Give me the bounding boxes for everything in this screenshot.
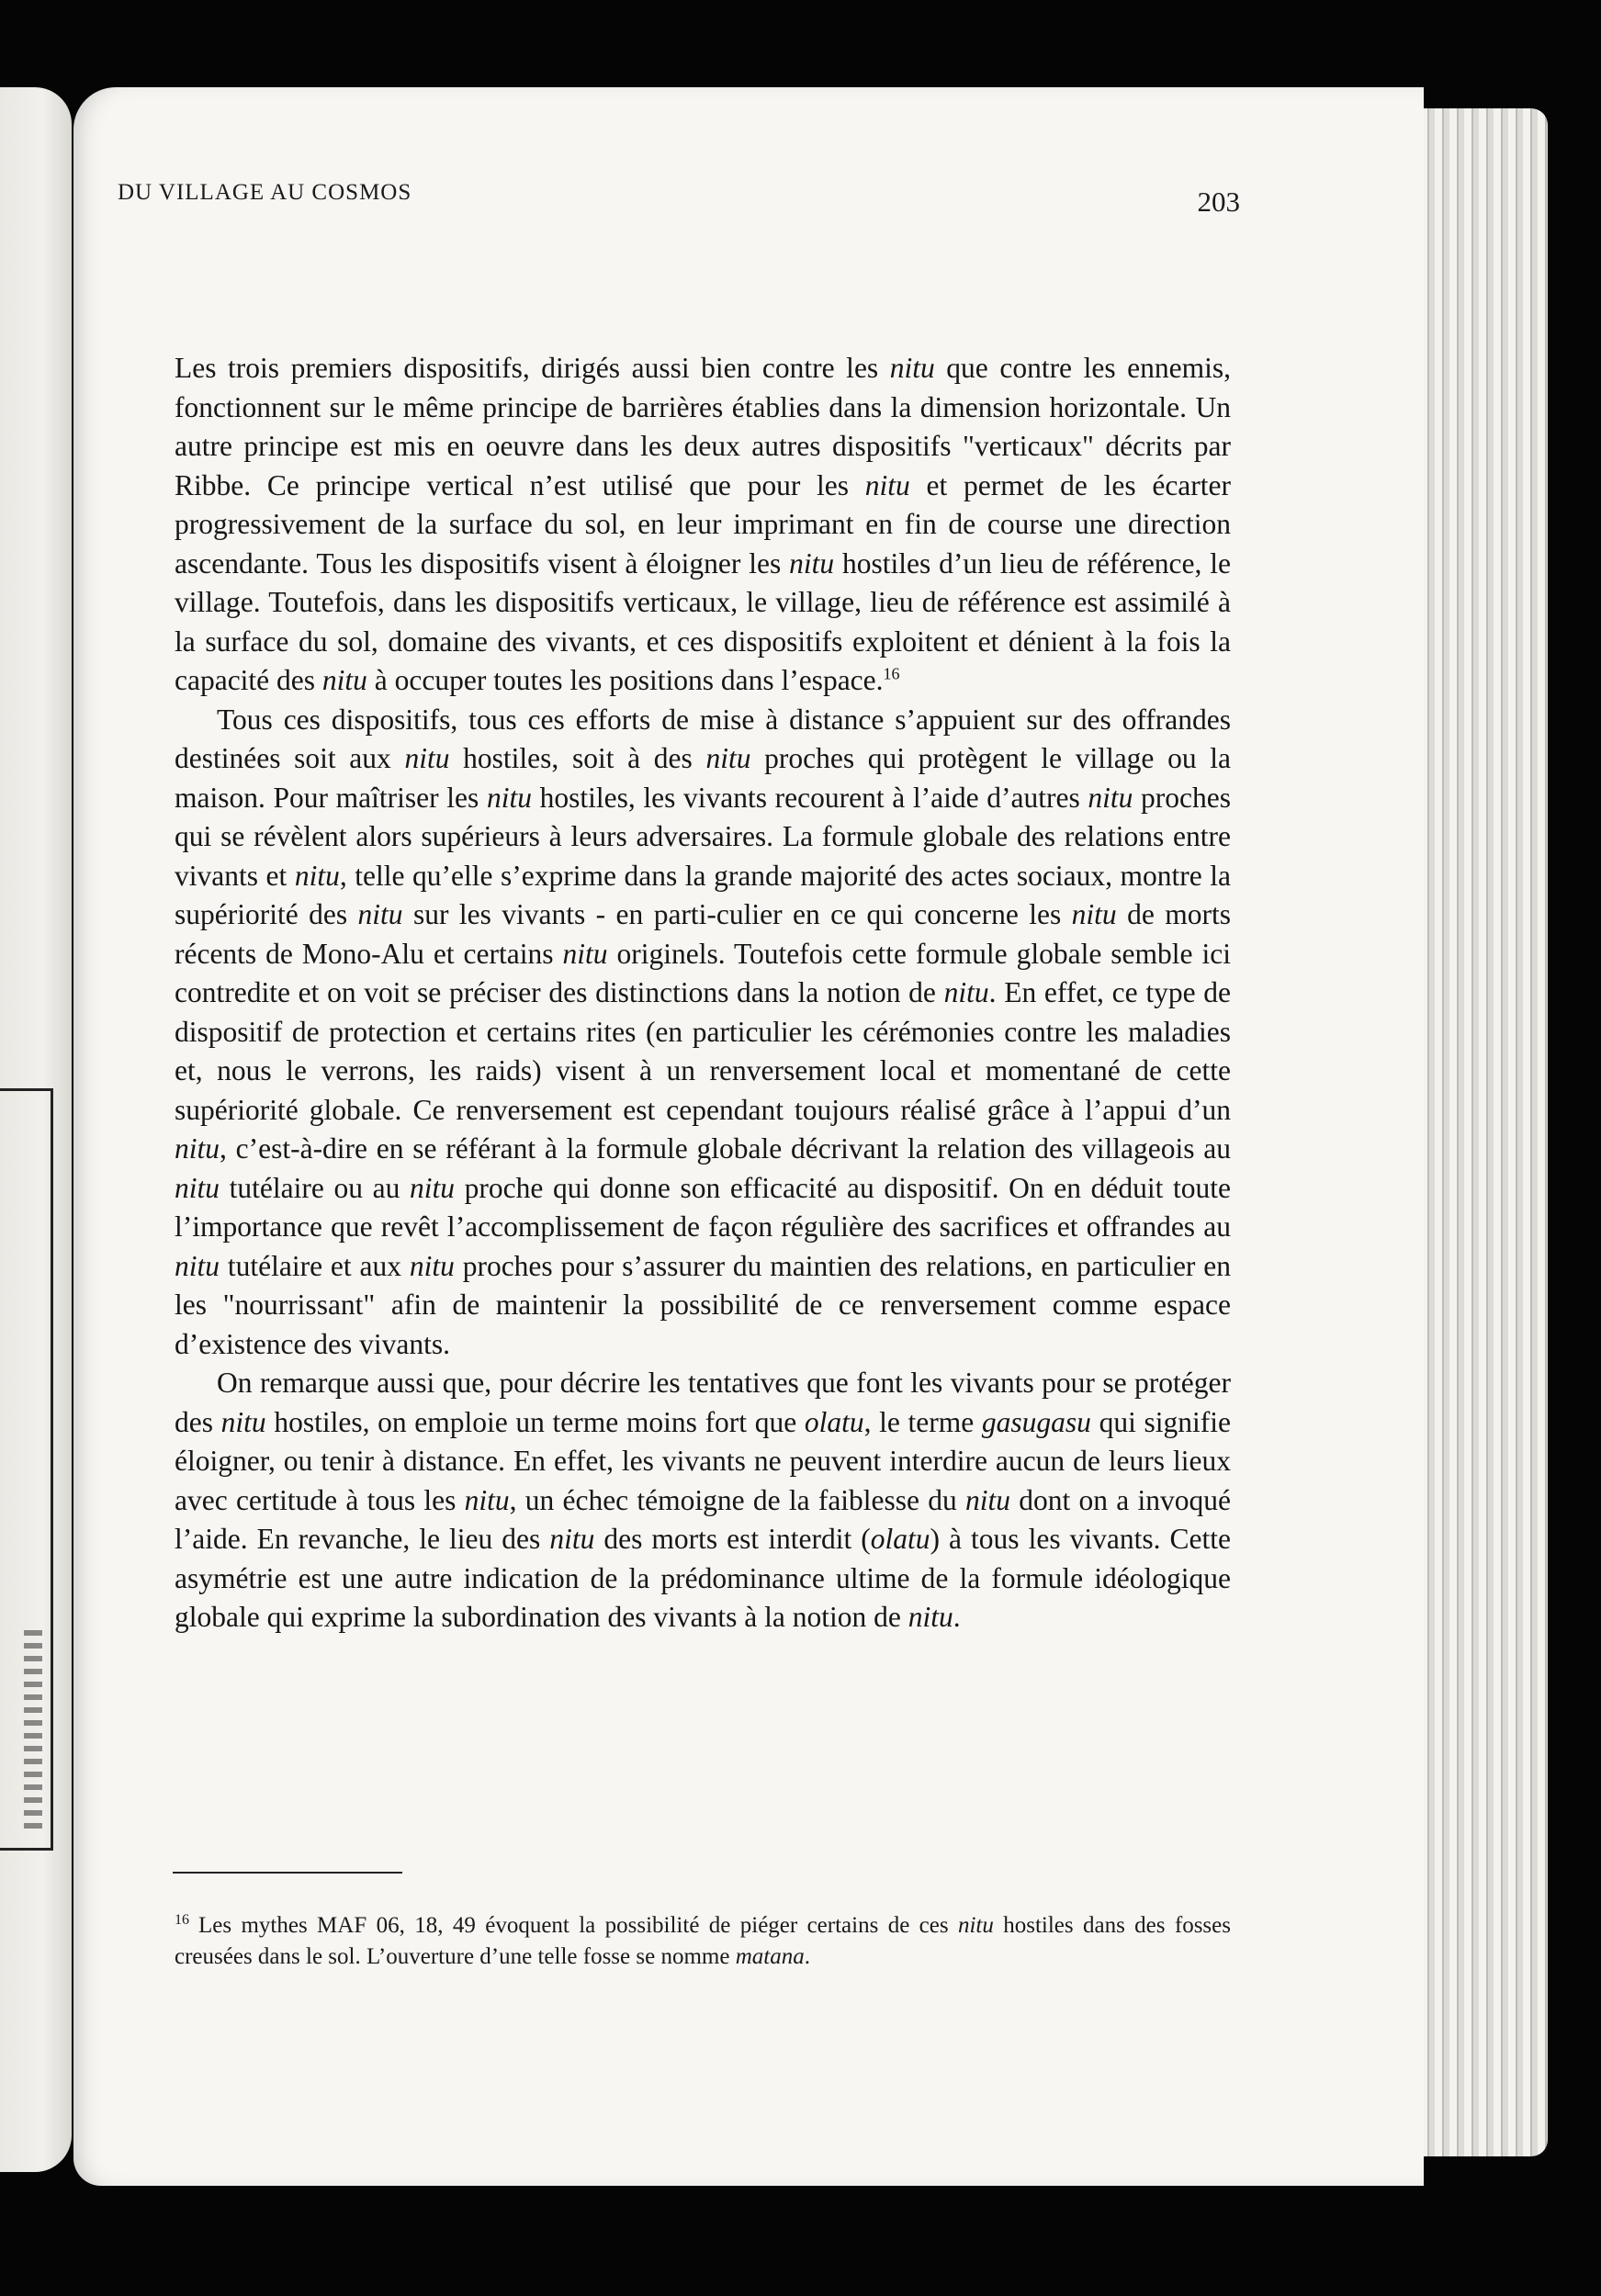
text-run: que contre les ennemis, fonctionnent sur le même principe de barrières établies dans la dimension horizontale. Un autre principe est mis en oeuvre dans les deux autres dispositifs "verticaux" décrits par Ribbe. Ce principe vertical n’est utilisé que pour les — [175, 352, 1231, 501]
footnote-separator — [173, 1872, 402, 1874]
italic-term: nitu — [175, 1171, 220, 1204]
text-run: hostiles dans des fosses creusées dans le sol. L’ouverture d’une telle fosse se nomme — [175, 1913, 1231, 1969]
text-run: hostiles d’un lieu de référence, le village. Toutefois, dans les dispositifs verticaux, le village, lieu de référence est assimilé à la surface du sol, domaine des vivants, et ces dispositifs exploitent et dénient à la fois la capacité des — [175, 546, 1231, 696]
page-number: 203 — [1197, 186, 1240, 218]
running-title: DU VILLAGE AU COSMOS — [118, 180, 412, 205]
italic-term: nitu — [965, 1483, 1011, 1516]
text-run: originels. Toutefois cette formule globale semble ici contredite et on voit se préciser des distinctions dans la notion de — [175, 937, 1231, 1008]
italic-term: olatu — [804, 1405, 864, 1438]
italic-term: nitu — [957, 1913, 994, 1938]
text-run: dont on a invoqué l’aide. En revanche, le lieu des — [175, 1483, 1231, 1555]
italic-term: nitu — [294, 859, 340, 892]
italic-term: nitu — [409, 1171, 455, 1204]
italic-term: matana — [735, 1944, 805, 1969]
text-run: de morts récents de Mono-Alu et certains — [175, 898, 1231, 970]
text-run: , telle qu’elle s’exprime dans la grande majorité des actes sociaux, montre la supériorité des — [175, 859, 1232, 930]
body-text — [175, 349, 1231, 1638]
italic-term: nitu — [321, 664, 367, 696]
paragraph — [175, 349, 1231, 701]
text-run: sur les vivants - en parti-culier en ce qui concerne les — [402, 898, 1072, 930]
italic-term: nitu — [943, 976, 989, 1008]
text-run: proche qui donne son efficacité au dispositif. On en déduit toute l’importance que revêt l’accomplissement de façon régulière des sacrifices et offrandes au — [175, 1171, 1232, 1243]
italic-term: nitu — [464, 1483, 510, 1516]
text-run: proches qui se révèlent alors supérieurs à leurs adversaires. La formule globale des relations entre vivants et — [175, 781, 1231, 892]
text-run: des morts est interdit ( — [594, 1523, 871, 1555]
italic-term: nitu — [864, 468, 910, 501]
footnote-text — [175, 1913, 1231, 1969]
text-run: tutélaire ou au — [220, 1171, 410, 1204]
text-run: Les trois premiers dispositifs, dirigés aussi bien contre les — [175, 352, 890, 384]
text-run: . — [953, 1601, 961, 1633]
text-run: Tous ces dispositifs, tous ces efforts de mise à distance s’appuient sur des offrandes destinées soit aux — [175, 703, 1231, 774]
italic-term: nitu — [220, 1405, 266, 1438]
text-run: proches qui protègent le village ou la maison. Pour maîtriser les — [175, 742, 1231, 814]
text-run: proches pour s’assurer du maintien des relations, en particulier en les "nourrissant" afin de maintenir la possibilité de ce renversement comme espace d’existence des vivants. — [175, 1249, 1231, 1360]
footnote — [175, 1910, 1231, 1973]
text-run: qui signifie éloigner, ou tenir à distance. En effet, les vivants ne peuvent interdire aucun de leurs lieux avec certitude à tous les — [175, 1405, 1231, 1516]
text-run: hostiles, on emploie un terme moins fort que — [265, 1405, 805, 1438]
italic-term: gasugasu — [981, 1405, 1091, 1438]
italic-term: nitu — [404, 742, 450, 774]
text-run: et permet de les écarter progressivement de la surface du sol, en leur imprimant en fin de course une direction ascendante. Tous les dispositifs visent à éloigner les — [175, 468, 1231, 580]
italic-term: nitu — [705, 742, 751, 774]
italic-term: nitu — [789, 546, 835, 580]
text-run: . En effet, ce type de dispositif de protection et certains rites (en particulier les cérémonies contre les maladies et, nous le verrons, les raids) visent à un renversement local et momentané de cette supériorité globale. Ce renversement est cependant toujours réalisé grâce à l’appui d’un — [175, 976, 1231, 1126]
italic-term: nitu — [562, 937, 608, 970]
paragraph — [175, 1364, 1231, 1638]
text-run: , un échec témoigne de la faiblesse du — [509, 1483, 966, 1516]
text-run: hostiles, soit à des — [449, 742, 706, 774]
text-run: , le terme — [863, 1405, 982, 1438]
text-run: à occuper toutes les positions dans l’espace. — [366, 664, 884, 696]
text-run: tutélaire et aux — [220, 1249, 410, 1282]
italic-term: nitu — [409, 1249, 455, 1282]
footnote-number: 16 — [175, 1911, 189, 1928]
text-run: hostiles, les vivants recourent à l’aide d’autres — [531, 781, 1088, 814]
text-run: . — [804, 1944, 810, 1969]
italic-term: nitu — [549, 1523, 595, 1555]
italic-term: nitu — [175, 1132, 220, 1165]
text-run: On remarque aussi que, pour décrire les tentatives que font les vivants pour se protéger des — [175, 1367, 1231, 1438]
footnote-reference: 16 — [883, 664, 900, 683]
paragraph — [175, 701, 1231, 1365]
text-run: Les mythes MAF 06, 18, 49 évoquent la possibilité de piéger certains de ces — [198, 1913, 958, 1938]
italic-term: nitu — [908, 1601, 953, 1633]
previous-page-figure-fragment — [24, 1630, 42, 1832]
italic-term: nitu — [486, 781, 532, 814]
italic-term: nitu — [1071, 898, 1117, 930]
italic-term: nitu — [889, 352, 935, 384]
previous-page-edge — [0, 87, 72, 2172]
italic-term: nitu — [357, 898, 403, 930]
italic-term: olatu — [870, 1523, 930, 1555]
text-run: , c’est-à-dire en se référant à la formule globale décrivant la relation des villageois au — [220, 1132, 1231, 1165]
italic-term: nitu — [175, 1249, 220, 1282]
text-run: ) à tous les vivants. Cette asymétrie est une autre indication de la prédominance ultime de la formule idéologique globale qui exprime la subordination des vivants à la notion de — [175, 1523, 1232, 1633]
italic-term: nitu — [1088, 781, 1133, 814]
